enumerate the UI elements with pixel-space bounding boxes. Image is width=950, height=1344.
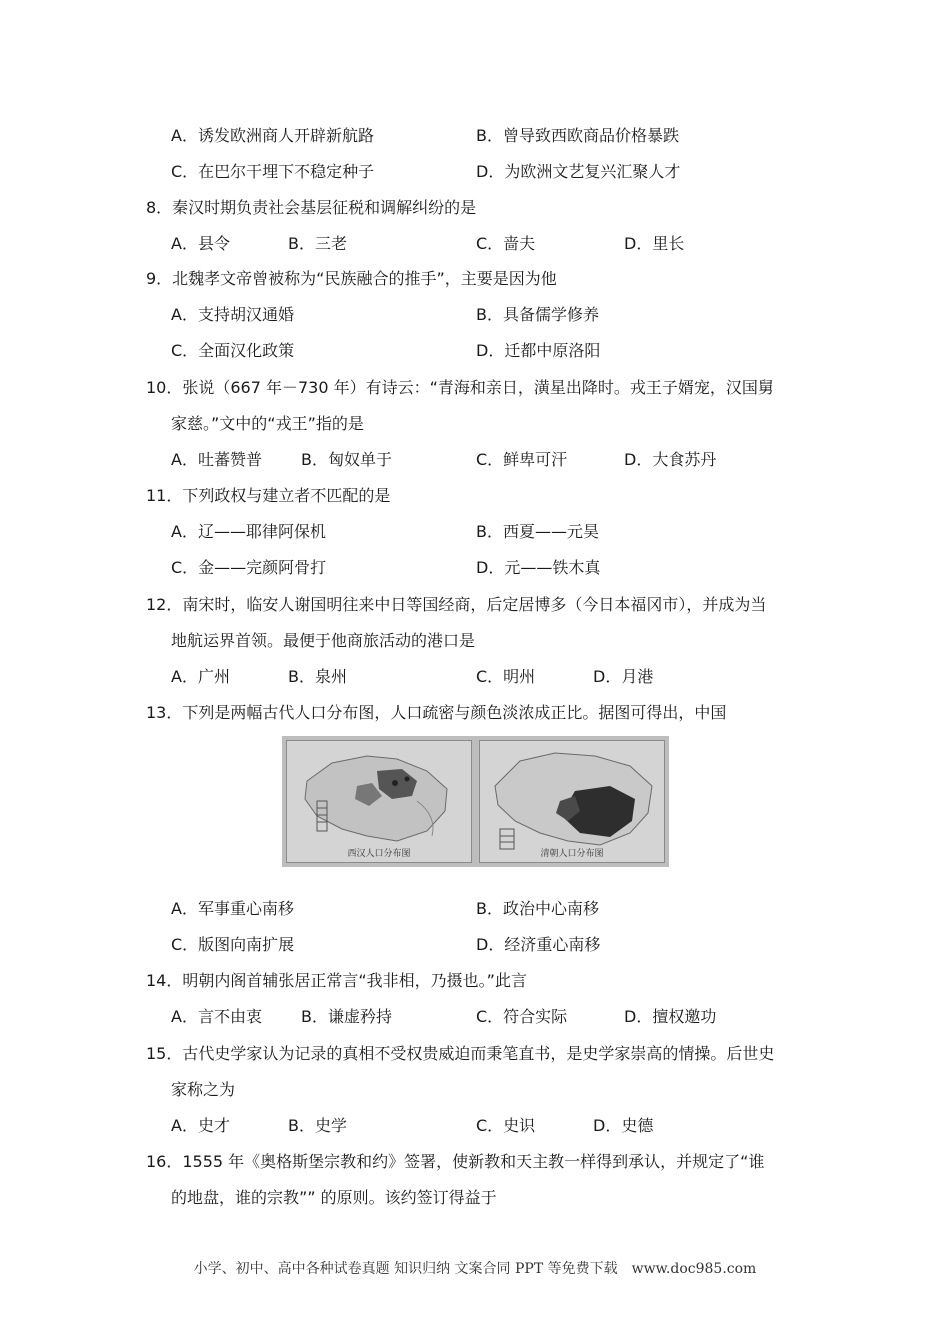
qing-map-caption: 清朝人口分布图 bbox=[540, 849, 604, 859]
q16-stem-line1: 16．1555 年《奥格斯堡宗教和约》签署，使新教和天主教一样得到承认，并规定了“谁 bbox=[146, 1152, 765, 1171]
q8-option-a: A．县令 bbox=[171, 234, 230, 253]
qing-map-image bbox=[480, 741, 664, 862]
q10-stem-line1: 10．张说（667 年－730 年）有诗云：“青海和亲日，潢星出降时。戎王子婿宠，汉国舅 bbox=[146, 378, 774, 397]
qing-population-map bbox=[479, 740, 665, 863]
q12-option-d: D．月港 bbox=[593, 667, 654, 686]
q11-option-d: D．元——铁木真 bbox=[476, 558, 601, 577]
q8-option-d: D．里长 bbox=[624, 234, 685, 253]
q7-option-c: C．在巴尔干埋下不稳定种子 bbox=[171, 162, 375, 181]
q12-stem-line1: 12．南宋时，临安人谢国明往来中日等国经商，后定居博多（今日本福冈市），并成为当 bbox=[146, 595, 767, 614]
q9-stem: 9．北魏孝文帝曾被称为“民族融合的推手”，主要是因为他 bbox=[146, 269, 557, 288]
q8-stem: 8．秦汉时期负责社会基层征税和调解纠纷的是 bbox=[146, 198, 477, 217]
q11-stem: 11．下列政权与建立者不匹配的是 bbox=[146, 486, 391, 505]
western-han-population-map bbox=[286, 740, 472, 863]
population-maps-figure bbox=[282, 736, 669, 867]
q15-option-b: B．史学 bbox=[288, 1116, 347, 1135]
western-han-map-caption: 西汉人口分布图 bbox=[347, 849, 411, 859]
q10-stem-line2: 家慈。”文中的“戎王”指的是 bbox=[171, 414, 364, 433]
q14-stem: 14．明朝内阁首辅张居正常言“我非相，乃摄也。”此言 bbox=[146, 971, 527, 990]
q9-option-a: A．支持胡汉通婚 bbox=[171, 305, 294, 324]
page-footer: 小学、初中、高中各种试卷真题 知识归纳 文案合同 PPT 等免费下载 www.doc985.com bbox=[193, 1261, 757, 1277]
q12-stem-line2: 地航运界首领。最便于他商旅活动的港口是 bbox=[171, 631, 476, 650]
q8-option-c: C．啬夫 bbox=[476, 234, 536, 253]
q13-option-c: C．版图向南扩展 bbox=[171, 935, 295, 954]
q13-stem: 13．下列是两幅古代人口分布图，人口疏密与颜色淡浓成正比。据图可得出，中国 bbox=[146, 703, 727, 722]
q12-option-c: C．明州 bbox=[476, 667, 536, 686]
q14-option-b: B．谦虚矜持 bbox=[301, 1007, 392, 1026]
q13-option-d: D．经济重心南移 bbox=[476, 935, 601, 954]
q10-option-b: B．匈奴单于 bbox=[301, 450, 392, 469]
q13-option-b: B．政治中心南移 bbox=[476, 899, 599, 918]
q11-option-c: C．金——完颜阿骨打 bbox=[171, 558, 327, 577]
q11-option-b: B．西夏——元昊 bbox=[476, 522, 599, 541]
q15-option-a: A．史才 bbox=[171, 1116, 230, 1135]
q15-option-c: C．史识 bbox=[476, 1116, 536, 1135]
q10-option-c: C．鲜卑可汗 bbox=[476, 450, 568, 469]
q8-option-b: B．三老 bbox=[288, 234, 347, 253]
q9-option-c: C．全面汉化政策 bbox=[171, 341, 295, 360]
q12-option-b: B．泉州 bbox=[288, 667, 347, 686]
q14-option-d: D．擅权邀功 bbox=[624, 1007, 717, 1026]
q9-option-d: D．迁都中原洛阳 bbox=[476, 341, 601, 360]
q7-option-b: B．曾导致西欧商品价格暴跌 bbox=[476, 126, 679, 145]
q15-option-d: D．史德 bbox=[593, 1116, 654, 1135]
q7-option-d: D．为欧洲文艺复兴汇聚人才 bbox=[476, 162, 681, 181]
q13-option-a: A．军事重心南移 bbox=[171, 899, 294, 918]
q15-stem-line1: 15．古代史学家认为记录的真相不受权贵威迫而秉笔直书，是史学家崇高的情操。后世史 bbox=[146, 1044, 775, 1063]
q11-option-a: A．辽——耶律阿保机 bbox=[171, 522, 326, 541]
q12-option-a: A．广州 bbox=[171, 667, 230, 686]
q10-option-a: A．吐蕃赞普 bbox=[171, 450, 262, 469]
q15-stem-line2: 家称之为 bbox=[171, 1080, 236, 1099]
q9-option-b: B．具备儒学修养 bbox=[476, 305, 599, 324]
q10-option-d: D．大食苏丹 bbox=[624, 450, 717, 469]
q14-option-a: A．言不由衷 bbox=[171, 1007, 262, 1026]
western-han-map-image bbox=[287, 741, 471, 862]
q16-stem-line2: 的地盘，谁的宗教”” 的原则。该约签订得益于 bbox=[171, 1188, 497, 1207]
q7-option-a: A．诱发欧洲商人开辟新航路 bbox=[171, 126, 374, 145]
q14-option-c: C．符合实际 bbox=[476, 1007, 568, 1026]
